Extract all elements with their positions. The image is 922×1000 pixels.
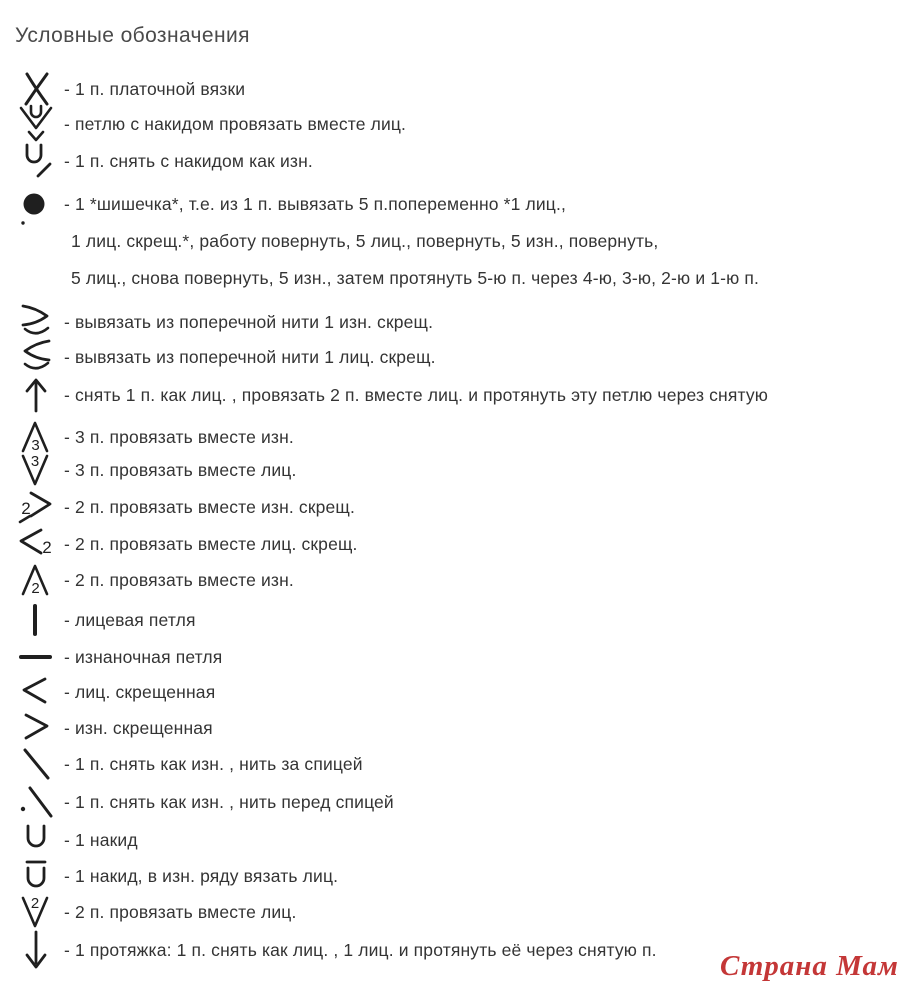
legend-row-text: - 1 накид bbox=[64, 829, 138, 850]
legend-row-text: - 1 п. снять как изн. , нить перед спицей bbox=[64, 791, 394, 812]
arrow-up-icon bbox=[14, 377, 58, 413]
legend-row bbox=[14, 601, 918, 639]
legend-row bbox=[14, 821, 918, 859]
legend-row-text: - 2 п. провязать вместе изн. bbox=[64, 569, 294, 590]
gt-with-arc-icon bbox=[14, 304, 58, 340]
u-overline-icon bbox=[14, 859, 58, 893]
u-with-tick-icon bbox=[14, 143, 58, 179]
legend-row-text: 1 лиц. скрещ.*, работу повернуть, 5 лиц., повернуть, 5 изн., повернуть, bbox=[71, 231, 659, 251]
dot-backslash-icon bbox=[14, 785, 58, 819]
legend-row-text: - 1 накид, в изн. ряду вязать лиц. bbox=[64, 865, 339, 886]
legend-row bbox=[14, 709, 918, 747]
two-gt-icon bbox=[14, 489, 58, 525]
x-cross-icon bbox=[14, 71, 58, 107]
legend-row bbox=[14, 673, 918, 711]
legend-row-text: 5 лиц., снова повернуть, 5 изн., затем протянуть 5-ю п. через 4-ю, 3-ю, 2-ю и 1-ю п. bbox=[71, 268, 760, 288]
legend-row bbox=[14, 638, 918, 676]
legend-row bbox=[14, 488, 918, 526]
vee-2-icon bbox=[14, 894, 58, 930]
legend-row bbox=[14, 525, 918, 563]
legend-row bbox=[14, 561, 918, 599]
svg-text:3: 3 bbox=[30, 453, 40, 470]
legend-row-text: - 2 п. провязать вместе изн. скрещ. bbox=[64, 496, 355, 517]
vee-3-icon bbox=[14, 452, 58, 488]
gt-icon bbox=[14, 712, 58, 744]
legend-row bbox=[14, 893, 918, 931]
legend-row bbox=[14, 783, 918, 821]
legend-row bbox=[14, 451, 918, 489]
legend-row-text: - вывязать из поперечной нити 1 лиц. скрещ. bbox=[64, 346, 436, 367]
arrow-down-icon bbox=[14, 930, 58, 970]
svg-text:2: 2 bbox=[30, 895, 40, 912]
page-title: Условные обозначения bbox=[15, 24, 250, 47]
legend-row-text: - 1 п. снять как изн. , нить за спицей bbox=[64, 753, 363, 774]
u-in-double-chevron-icon bbox=[14, 104, 58, 144]
legend-row bbox=[14, 105, 918, 143]
legend-row-text: - 3 п. провязать вместе изн. bbox=[64, 426, 294, 447]
legend-row-text: - лицевая петля bbox=[64, 609, 196, 630]
legend-row bbox=[14, 70, 918, 108]
legend-row bbox=[14, 376, 918, 414]
legend-row bbox=[14, 338, 918, 376]
legend-row-text: - лиц. скрещенная bbox=[64, 681, 216, 702]
vertical-bar-icon bbox=[14, 604, 58, 636]
caret-2-icon bbox=[14, 562, 58, 598]
legend-row-text: - 1 п. платочной вязки bbox=[64, 78, 246, 99]
lt-icon bbox=[14, 676, 58, 708]
backslash-icon bbox=[14, 747, 58, 781]
watermark: Страна Мам bbox=[720, 950, 899, 982]
legend-row-text: - 1 протяжка: 1 п. снять как лиц. , 1 лиц. и протянуть её через снятую п. bbox=[64, 939, 657, 960]
legend-row-text: - 2 п. провязать вместе лиц. bbox=[64, 901, 297, 922]
legend-row-text: - 1 п. снять с накидом как изн. bbox=[64, 150, 313, 171]
svg-text:2: 2 bbox=[21, 499, 31, 518]
legend-row-text: - 1 *шишечка*, т.е. из 1 п. вывязать 5 п.попеременно *1 лиц., bbox=[64, 194, 566, 214]
lt-two-icon bbox=[14, 526, 58, 562]
legend-row-text: - петлю с накидом провязать вместе лиц. bbox=[64, 113, 407, 134]
legend-row bbox=[14, 142, 918, 180]
legend-row-text: - снять 1 п. как лиц. , провязать 2 п. вместе лиц. и протянуть эту петлю через снятую bbox=[64, 384, 769, 405]
horizontal-bar-icon bbox=[14, 641, 58, 673]
bobble-icon bbox=[14, 186, 58, 230]
legend-row-text: - изнаночная петля bbox=[64, 646, 223, 667]
svg-text:2: 2 bbox=[42, 538, 52, 557]
u-icon bbox=[14, 824, 58, 856]
caret-3-icon bbox=[14, 419, 58, 455]
legend-row bbox=[64, 186, 914, 297]
legend-row bbox=[14, 745, 918, 783]
svg-text:3: 3 bbox=[31, 437, 40, 454]
svg-text:2: 2 bbox=[31, 580, 40, 597]
lt-with-arc-icon bbox=[14, 339, 58, 375]
legend-row-text: - вывязать из поперечной нити 1 изн. скрещ. bbox=[64, 311, 434, 332]
legend-row bbox=[14, 303, 918, 341]
legend-row-text: - 3 п. провязать вместе лиц. bbox=[64, 459, 297, 480]
legend-row-text: - изн. скрещенная bbox=[64, 717, 213, 738]
legend-row bbox=[14, 857, 918, 895]
legend-row-text: - 2 п. провязать вместе лиц. скрещ. bbox=[64, 533, 358, 554]
